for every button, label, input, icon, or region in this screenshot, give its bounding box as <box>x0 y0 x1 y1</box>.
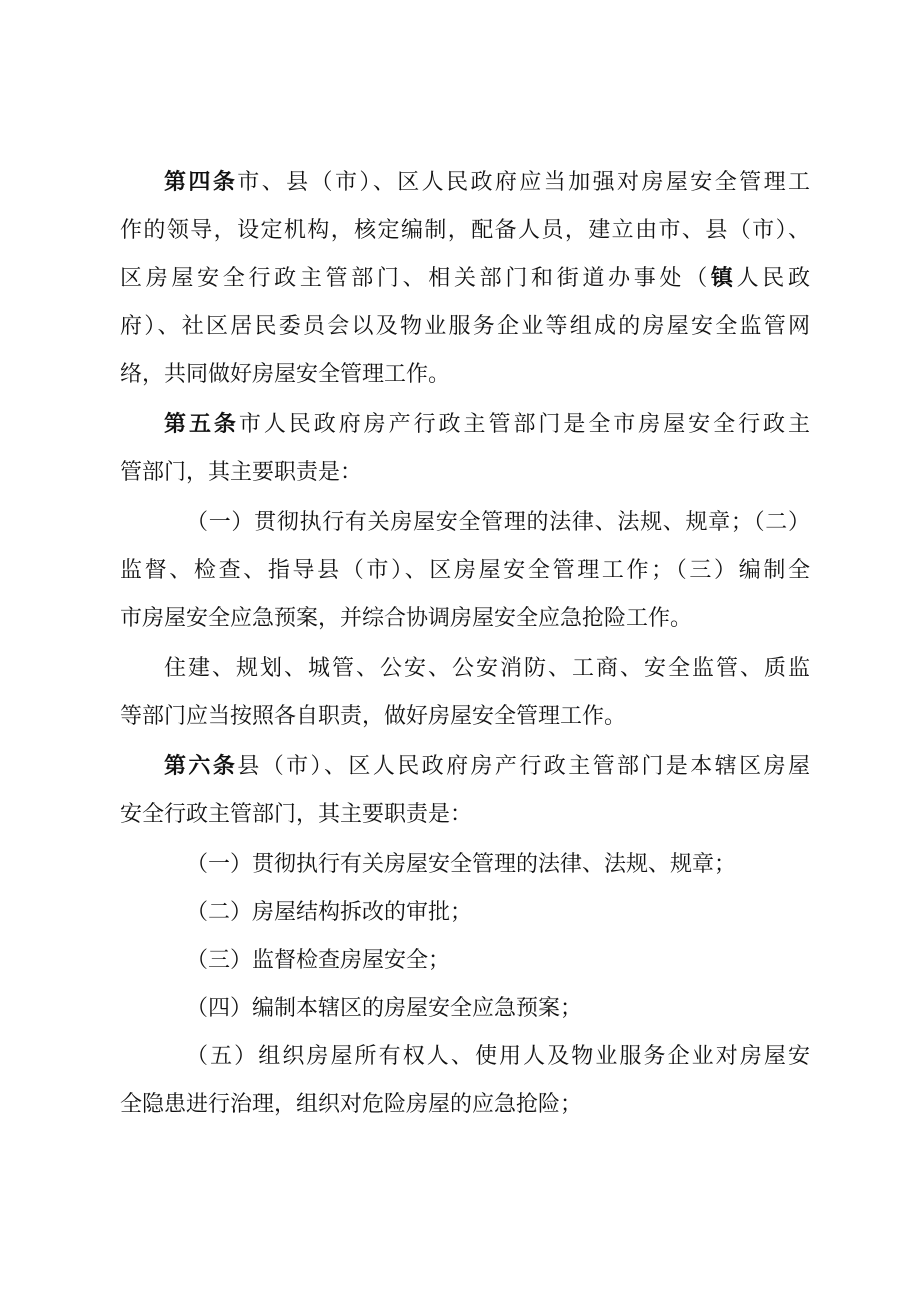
article-4-line-1: 第四条市、县（市）、区人民政府应当加强对房屋安全管理工 <box>164 170 810 195</box>
article-4-line-5: 络，共同做好房屋安全管理工作。 <box>120 362 451 387</box>
article-6-item-3: （三）监督检查房屋安全； <box>186 948 451 973</box>
article-6-heading: 第六条 <box>164 754 238 779</box>
article-4-heading: 第四条 <box>164 170 238 195</box>
article-6-line-2: 安全行政主管部门，其主要职责是： <box>120 802 473 827</box>
article-6-item-5-line-1: （五）组织房屋所有权人、使用人及物业服务企业对房屋安 <box>186 1044 810 1069</box>
article-5-line-2: 管部门，其主要职责是： <box>120 460 363 485</box>
article-6-item-4: （四）编制本辖区的房屋安全应急预案； <box>186 996 583 1021</box>
article-6-item-1: （一）贯彻执行有关房屋安全管理的法律、法规、规章； <box>186 852 737 877</box>
article-6-item-5-line-2: 全隐患进行治理，组织对危险房屋的应急抢险； <box>120 1092 583 1117</box>
article-5-line-4: 监督、检查、指导县（市）、区房屋安全管理工作；（三）编制全 <box>120 558 810 583</box>
article-4-line-4: 府）、社区居民委员会以及物业服务企业等组成的房屋安全监管网 <box>120 314 810 339</box>
article-5-line-3: （一）贯彻执行有关房屋安全管理的法律、法规、规章；（二） <box>186 510 810 535</box>
article-5-line-6: 住建、规划、城管、公安、公安消防、工商、安全监管、质监 <box>164 656 810 681</box>
article-5-line-1: 第五条市人民政府房产行政主管部门是全市房屋安全行政主 <box>164 412 810 437</box>
article-5-line-7: 等部门应当按照各自职责，做好房屋安全管理工作。 <box>120 704 627 729</box>
article-4-line-3: 区房屋安全行政主管部门、相关部门和街道办事处（镇人民政 <box>120 266 810 291</box>
article-5-heading: 第五条 <box>164 412 239 437</box>
article-6-item-2: （二）房屋结构拆改的审批； <box>186 900 473 925</box>
article-6-line-1: 第六条县（市）、区人民政府房产行政主管部门是本辖区房屋 <box>164 754 810 779</box>
article-4-line-2: 作的领导，设定机构，核定编制，配备人员，建立由市、县（市）、 <box>120 218 810 243</box>
article-5-line-5: 市房屋安全应急预案，并综合协调房屋安全应急抢险工作。 <box>120 606 693 631</box>
